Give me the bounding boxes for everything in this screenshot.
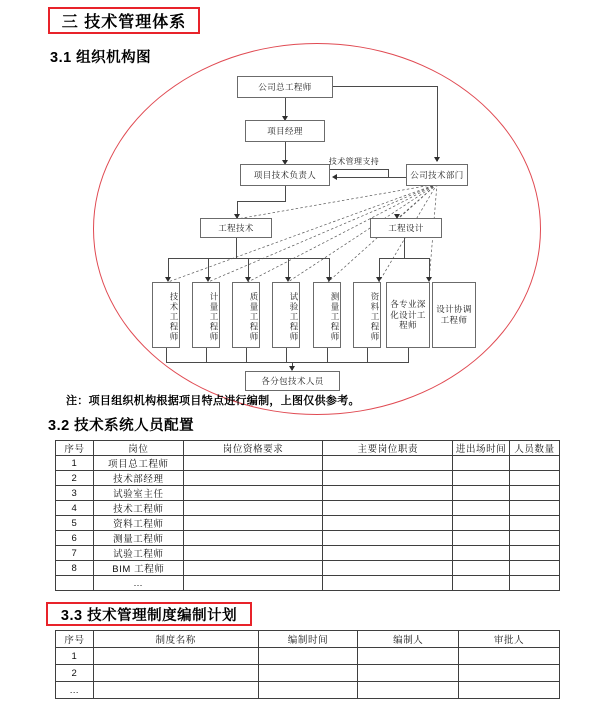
cell-count — [510, 516, 560, 531]
cell-time — [453, 576, 510, 591]
column-header: 主要岗位职责 — [323, 441, 453, 456]
cell-preparer — [358, 648, 459, 665]
column-header: 岗位资格要求 — [183, 441, 323, 456]
column-header: 序号 — [56, 441, 94, 456]
cell-index — [56, 576, 94, 591]
connector-engdesign-bus — [379, 258, 430, 259]
table-row — [56, 546, 560, 561]
cell-count — [510, 486, 560, 501]
cell-time — [453, 546, 510, 561]
connector-lead-down — [285, 186, 286, 201]
cell-index: 2 — [56, 665, 94, 682]
table-header-row — [56, 441, 560, 456]
section-heading-3-2: 3.2 技术系统人员配置 — [48, 418, 195, 434]
cell-index: 7 — [56, 546, 94, 561]
table-row — [56, 665, 560, 682]
cell-qualification — [183, 546, 323, 561]
connector-engdesign-down — [404, 238, 405, 258]
table-row — [56, 471, 560, 486]
cell-index: 1 — [56, 648, 94, 665]
column-header: 审批人 — [459, 631, 560, 648]
node-engineering-design: 工程设计 — [370, 218, 442, 238]
cell-system-name — [93, 682, 258, 699]
cell-duties — [323, 486, 453, 501]
cell-prepare-time — [258, 682, 358, 699]
table-row — [56, 561, 560, 576]
node-survey-engineer: 测量工程师 — [313, 282, 341, 348]
arrow-to-eng-design — [394, 214, 400, 219]
cell-position: BIM 工程师 — [93, 561, 183, 576]
node-design-coordination-engineer: 设计协调工程师 — [432, 282, 476, 348]
table-row — [56, 576, 560, 591]
cell-approver — [459, 648, 560, 665]
cell-count — [510, 546, 560, 561]
cell-count — [510, 576, 560, 591]
connector-support-down — [388, 169, 389, 177]
cell-duties — [323, 531, 453, 546]
cell-position: 技术部经理 — [93, 471, 183, 486]
cell-system-name — [93, 648, 258, 665]
label-tech-management-support: 技术管理支持 — [328, 157, 380, 166]
collector-drop-5 — [327, 348, 328, 362]
collector-drop-3 — [246, 348, 247, 362]
cell-index: 1 — [56, 456, 94, 471]
connector-dept-to-lead — [336, 177, 406, 178]
column-header: 编制人 — [358, 631, 459, 648]
cell-index: 8 — [56, 561, 94, 576]
cell-time — [453, 471, 510, 486]
column-header: 岗位 — [93, 441, 183, 456]
collector-drop-4 — [286, 348, 287, 362]
collector-drop-7 — [408, 348, 409, 362]
cell-duties — [323, 546, 453, 561]
connector-pm-to-lead — [285, 142, 286, 162]
cell-system-name — [93, 665, 258, 682]
table-header-row — [56, 631, 560, 648]
cell-count — [510, 561, 560, 576]
cell-time — [453, 456, 510, 471]
cell-position: 项目总工程师 — [93, 456, 183, 471]
collector-bus — [166, 362, 409, 363]
cell-preparer — [358, 665, 459, 682]
connector-chief-right — [333, 86, 437, 87]
cell-position: 资料工程师 — [93, 516, 183, 531]
cell-time — [453, 486, 510, 501]
cell-index: … — [56, 682, 94, 699]
cell-position: 试验工程师 — [93, 546, 183, 561]
section-heading-3-3: 3.3 技术管理制度编制计划 — [46, 602, 252, 626]
cell-preparer — [358, 682, 459, 699]
cell-qualification — [183, 531, 323, 546]
node-document-engineer: 资料工程师 — [353, 282, 381, 348]
column-header: 人员数量 — [510, 441, 560, 456]
arrow-chief-to-dept — [434, 157, 440, 162]
column-header: 进出场时间 — [453, 441, 510, 456]
cell-qualification — [183, 576, 323, 591]
cell-prepare-time — [258, 648, 358, 665]
cell-approver — [459, 665, 560, 682]
collector-drop-6 — [367, 348, 368, 362]
cell-duties — [323, 456, 453, 471]
cell-index: 5 — [56, 516, 94, 531]
cell-duties — [323, 576, 453, 591]
table-row — [56, 531, 560, 546]
cell-index: 3 — [56, 486, 94, 501]
node-quality-engineer: 质量工程师 — [232, 282, 260, 348]
column-header: 制度名称 — [93, 631, 258, 648]
cell-qualification — [183, 456, 323, 471]
node-project-manager: 项目经理 — [245, 120, 325, 142]
node-test-engineer: 试验工程师 — [272, 282, 300, 348]
org-chart-note: 注：项目组织机构根据项目特点进行编制，上图仅供参考。 — [66, 395, 360, 407]
connector-lead-bus — [237, 201, 286, 202]
node-company-tech-dept: 公司技术部门 — [406, 164, 468, 186]
column-header: 序号 — [56, 631, 94, 648]
cell-time — [453, 516, 510, 531]
cell-qualification — [183, 486, 323, 501]
connector-chief-down-right — [437, 86, 438, 161]
table-row — [56, 501, 560, 516]
connector-engtech-down — [236, 238, 237, 258]
node-subcontractor-staff: 各分包技术人员 — [245, 371, 340, 391]
cell-qualification — [183, 471, 323, 486]
connector-chief-to-pm — [285, 98, 286, 118]
cell-qualification — [183, 561, 323, 576]
cell-count — [510, 471, 560, 486]
chapter-heading: 三 技术管理体系 — [48, 7, 200, 34]
cell-duties — [323, 561, 453, 576]
cell-index: 2 — [56, 471, 94, 486]
collector-drop-1 — [166, 348, 167, 362]
cell-index: 4 — [56, 501, 94, 516]
table-row — [56, 516, 560, 531]
table-row — [56, 648, 560, 665]
node-engineering-tech: 工程技术 — [200, 218, 272, 238]
section-heading-3-1: 3.1 组织机构图 — [50, 50, 152, 66]
node-metering-engineer: 计量工程师 — [192, 282, 220, 348]
cell-qualification — [183, 501, 323, 516]
node-deepening-design-engineer: 各专业深化设计工程师 — [386, 282, 430, 348]
cell-position: 试验室主任 — [93, 486, 183, 501]
cell-duties — [323, 471, 453, 486]
column-header: 编制时间 — [258, 631, 358, 648]
cell-count — [510, 501, 560, 516]
cell-position: 技术工程师 — [93, 501, 183, 516]
cell-duties — [323, 501, 453, 516]
cell-prepare-time — [258, 665, 358, 682]
node-project-tech-lead: 项目技术负责人 — [240, 164, 330, 186]
staff-allocation-table — [55, 440, 560, 591]
collector-drop-2 — [206, 348, 207, 362]
table-row — [56, 682, 560, 699]
cell-approver — [459, 682, 560, 699]
cell-position: … — [93, 576, 183, 591]
cell-time — [453, 531, 510, 546]
connector-support-label-underline — [322, 169, 388, 170]
cell-qualification — [183, 516, 323, 531]
cell-count — [510, 531, 560, 546]
table-row — [56, 456, 560, 471]
cell-index: 6 — [56, 531, 94, 546]
cell-duties — [323, 516, 453, 531]
node-tech-engineer: 技术工程师 — [152, 282, 180, 348]
node-chief-engineer: 公司总工程师 — [237, 76, 333, 98]
cell-count — [510, 456, 560, 471]
table-row — [56, 486, 560, 501]
system-plan-table — [55, 630, 560, 699]
cell-position: 测量工程师 — [93, 531, 183, 546]
arrow-dept-to-lead — [332, 174, 337, 180]
cell-time — [453, 561, 510, 576]
cell-time — [453, 501, 510, 516]
